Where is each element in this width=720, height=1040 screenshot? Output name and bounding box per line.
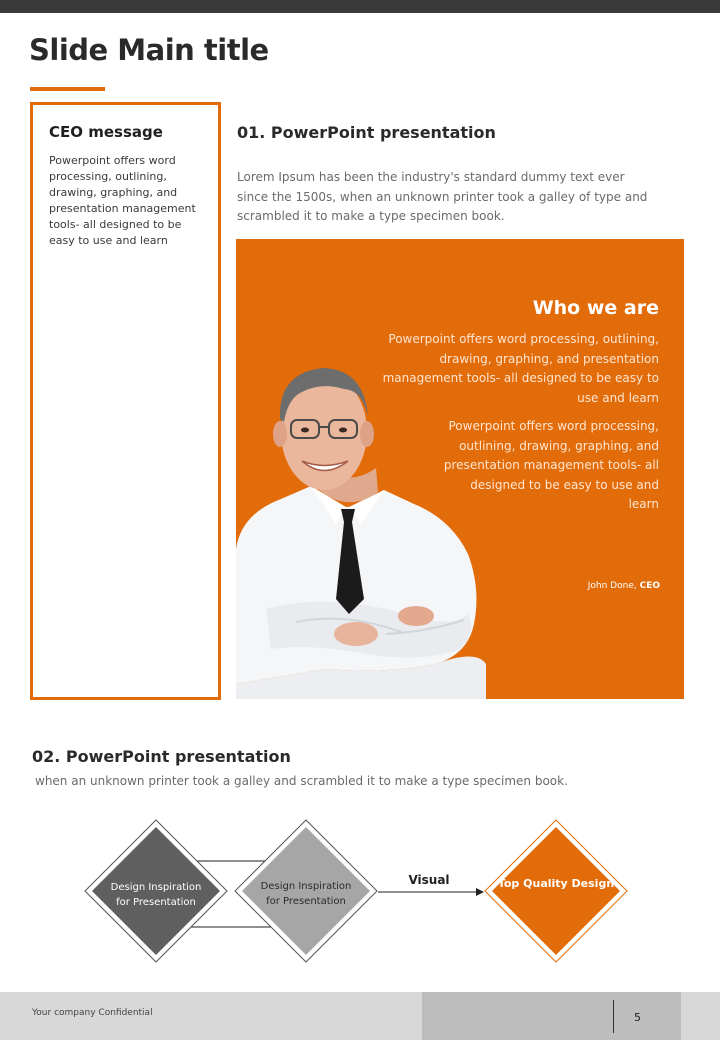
ceo-heading: CEO message — [49, 123, 163, 141]
section2-heading: 02. PowerPoint presentation — [32, 747, 291, 766]
title-underline — [30, 87, 105, 91]
node1-line1: Design Inspiration — [110, 882, 202, 893]
page-title: Slide Main title — [29, 33, 269, 67]
who-we-are-panel — [236, 239, 684, 699]
ceo-signature — [588, 581, 660, 591]
diagram-node-2 — [235, 820, 377, 962]
section2-text: when an unknown printer took a galley and scrambled it to make a type specimen book. — [35, 774, 568, 788]
connector-label: Visual — [408, 873, 450, 887]
signature-name: John Done, — [587, 581, 640, 591]
ceo-photo — [236, 364, 486, 699]
footer-confidential-text: Your company Confidential — [32, 1008, 153, 1018]
ceo-text: Powerpoint offers word processing, outlining, drawing, graphing, and presentation management tools- all designed to be easy to use and learn — [49, 154, 196, 247]
ceo-message-box — [30, 102, 221, 700]
node3-label: Top Quality Design — [497, 877, 615, 890]
section1-text: Lorem Ipsum has been the industry's standard dummy text ever since the 1500s, when an unknown printer took a galley of type and scrambled it to make a type specimen book. — [237, 170, 648, 223]
signature-role: CEO — [639, 581, 660, 591]
who-text-1: Powerpoint offers word processing, outlining, drawing, graphing, and presentation management tools- all designed to be easy to use and learn — [382, 332, 659, 405]
node1-line2: for Presentation — [116, 897, 196, 908]
node2-line2: for Presentation — [266, 896, 346, 907]
top-decorative-strip — [0, 0, 720, 13]
footer-accent-block — [422, 992, 681, 1040]
section1-heading: 01. PowerPoint presentation — [237, 123, 496, 142]
node2-line1: Design Inspiration — [260, 881, 352, 892]
footer-divider — [613, 1000, 614, 1033]
who-text-2: Powerpoint offers word processing, outlining, drawing, graphing, and presentation management tools- all designed to be easy to use and learn — [443, 419, 659, 511]
who-heading: Who we are — [532, 297, 659, 319]
diagram-node-3 — [485, 820, 627, 962]
diagram-node-1 — [85, 820, 227, 962]
page-number: 5 — [634, 1011, 641, 1024]
footer — [0, 992, 720, 1040]
arrow-head-icon — [476, 888, 484, 896]
process-diagram — [80, 815, 640, 970]
